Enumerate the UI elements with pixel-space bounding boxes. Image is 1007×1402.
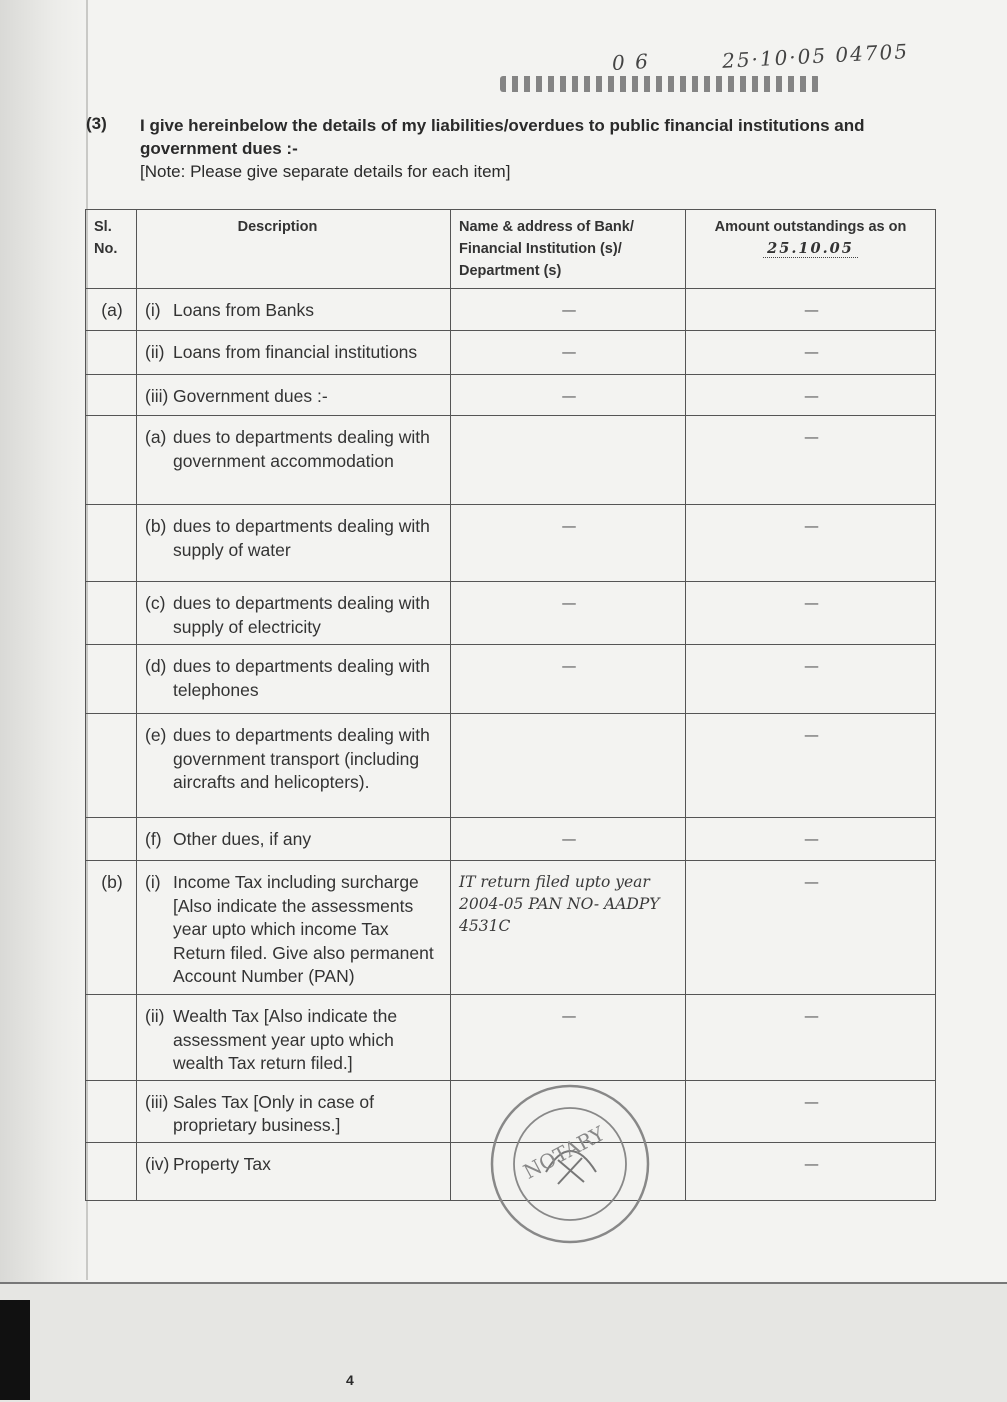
scribble-mark xyxy=(500,76,820,92)
row-text: dues to departments dealing with government transport (including aircrafts and helicopters). xyxy=(173,725,430,792)
row-description xyxy=(137,714,451,818)
row-text: Sales Tax [Only in case of proprietary business.] xyxy=(173,1091,375,1135)
amount-value: — xyxy=(804,343,819,361)
page-left-shadow xyxy=(0,0,90,1400)
row-amount xyxy=(686,416,936,505)
row-marker: (ii) xyxy=(145,342,165,362)
row-sl-no xyxy=(86,995,137,1081)
amount-value: — xyxy=(804,1092,819,1111)
row-description xyxy=(137,375,451,416)
row-description xyxy=(137,818,451,861)
bank-value: — xyxy=(561,343,577,361)
bank-value: — xyxy=(561,387,577,405)
row-marker: (i) xyxy=(145,300,161,320)
amount-value: — xyxy=(804,387,819,405)
notary-seal xyxy=(486,1080,654,1248)
table-row xyxy=(86,582,936,645)
row-text: dues to departments dealing with government accommodation xyxy=(173,427,430,471)
row-text: Government dues :- xyxy=(173,386,328,406)
row-bank xyxy=(451,582,686,645)
row-description xyxy=(137,861,451,995)
row-description xyxy=(137,1080,451,1142)
row-amount xyxy=(686,714,936,818)
row-marker: (i) xyxy=(145,872,161,892)
row-marker: (iv) xyxy=(145,1153,170,1174)
row-bank xyxy=(451,995,686,1081)
row-sl-no xyxy=(86,645,137,714)
seal-text: NOTARY xyxy=(519,1121,609,1184)
bank-value: — xyxy=(561,594,577,612)
row-bank xyxy=(451,861,686,995)
bank-value: — xyxy=(561,301,577,319)
row-bank xyxy=(451,818,686,861)
row-marker: (ii) xyxy=(145,1006,165,1026)
table-row xyxy=(86,714,936,818)
section-number: (3) xyxy=(86,114,107,133)
amount-value: — xyxy=(804,517,819,535)
row-text: Loans from Banks xyxy=(173,300,315,320)
row-bank xyxy=(451,416,686,505)
row-marker: (b) xyxy=(145,516,167,536)
row-marker: (d) xyxy=(145,656,167,676)
header-amount xyxy=(686,210,936,289)
row-amount xyxy=(686,861,936,995)
bank-value: — xyxy=(561,657,577,675)
intro-statement: I give hereinbelow the details of my liabilities/overdues to public financial institutions and government dues :- xyxy=(140,116,865,158)
income-tax-note: IT return filed upto year 2004-05 PAN NO- AADPY 4531C xyxy=(459,873,660,935)
table-row xyxy=(86,645,936,714)
header-bank: Name & address of Bank/ Financial Institution (s)/ Department (s) xyxy=(451,210,686,289)
row-description xyxy=(137,645,451,714)
row-bank xyxy=(451,331,686,375)
amount-value: — xyxy=(804,657,819,675)
row-amount xyxy=(686,289,936,331)
section-intro xyxy=(140,114,940,183)
row-sl-no: (a) xyxy=(86,289,137,331)
row-sl-no xyxy=(86,714,137,818)
header-amount-prefix: Amount outstandings as on xyxy=(714,219,907,235)
liabilities-table xyxy=(85,209,936,1201)
row-amount xyxy=(686,1080,936,1142)
header-description: Description xyxy=(137,210,451,289)
table-row xyxy=(86,861,936,995)
row-marker: (a) xyxy=(145,427,167,447)
bank-value: — xyxy=(561,1007,577,1025)
row-sl-no xyxy=(86,505,137,582)
row-bank xyxy=(451,289,686,331)
table-row xyxy=(86,375,936,416)
row-description xyxy=(137,416,451,505)
bank-value: — xyxy=(561,517,577,535)
amount-value: — xyxy=(804,1007,819,1025)
row-marker: (e) xyxy=(145,725,167,745)
row-text: Income Tax including surcharge [Also indicate the assessments year upto which income Tax Return filed. Give also permanent Account Number (PAN) xyxy=(173,872,434,986)
amount-value: — xyxy=(804,873,819,891)
row-sl-no xyxy=(86,416,137,505)
table-header-row xyxy=(86,210,936,289)
row-bank xyxy=(451,375,686,416)
table-row xyxy=(86,995,936,1081)
page-number: 4 xyxy=(346,1372,354,1388)
row-sl-no xyxy=(86,331,137,375)
header-amount-date: 25.10.05 xyxy=(763,240,858,258)
handwritten-mark-left: 0 6 xyxy=(611,49,651,75)
row-description xyxy=(137,995,451,1081)
row-marker: (c) xyxy=(145,593,166,613)
row-amount xyxy=(686,645,936,714)
row-description xyxy=(137,289,451,331)
table-row xyxy=(86,416,936,505)
intro-note: [Note: Please give separate details for each item] xyxy=(140,162,511,181)
row-marker: (iii) xyxy=(145,386,169,406)
row-amount xyxy=(686,1142,936,1200)
table-row xyxy=(86,289,936,331)
row-bank xyxy=(451,645,686,714)
header-sl-no: Sl. No. xyxy=(86,210,137,289)
row-description xyxy=(137,582,451,645)
scan-bottom-edge xyxy=(0,1282,1007,1402)
bank-value: — xyxy=(561,830,577,848)
row-amount xyxy=(686,375,936,416)
row-description xyxy=(137,1142,451,1200)
row-sl-no xyxy=(86,375,137,416)
row-amount xyxy=(686,331,936,375)
row-text: Wealth Tax [Also indicate the assessment year upto which wealth Tax return filed.] xyxy=(173,1006,398,1073)
table-row xyxy=(86,505,936,582)
row-sl-no xyxy=(86,818,137,861)
row-text: dues to departments dealing with supply of electricity xyxy=(173,593,430,637)
row-description xyxy=(137,331,451,375)
row-bank xyxy=(451,505,686,582)
row-amount xyxy=(686,995,936,1081)
row-text: Property Tax xyxy=(173,1153,271,1174)
amount-value: — xyxy=(804,301,819,319)
scan-dark-corner xyxy=(0,1300,30,1400)
amount-value: — xyxy=(804,1154,819,1173)
row-description xyxy=(137,505,451,582)
amount-value: — xyxy=(804,428,819,446)
row-text: dues to departments dealing with supply of water xyxy=(173,516,430,560)
row-marker: (iii) xyxy=(145,1091,169,1112)
row-text: Other dues, if any xyxy=(173,829,312,849)
row-amount xyxy=(686,582,936,645)
row-bank xyxy=(451,714,686,818)
table-row xyxy=(86,818,936,861)
row-text: Loans from financial institutions xyxy=(173,342,418,362)
row-sl-no xyxy=(86,582,137,645)
handwritten-mark-right: 25·10·05 04705 xyxy=(721,39,910,73)
amount-value: — xyxy=(804,830,819,848)
row-sl-no xyxy=(86,1080,137,1142)
row-marker: (f) xyxy=(145,829,162,849)
row-amount xyxy=(686,818,936,861)
table-row xyxy=(86,331,936,375)
amount-value: — xyxy=(804,594,819,612)
row-sl-no: (b) xyxy=(86,861,137,995)
amount-value: — xyxy=(804,726,819,744)
row-text: dues to departments dealing with telephones xyxy=(173,656,430,700)
row-amount xyxy=(686,505,936,582)
row-sl-no xyxy=(86,1142,137,1200)
